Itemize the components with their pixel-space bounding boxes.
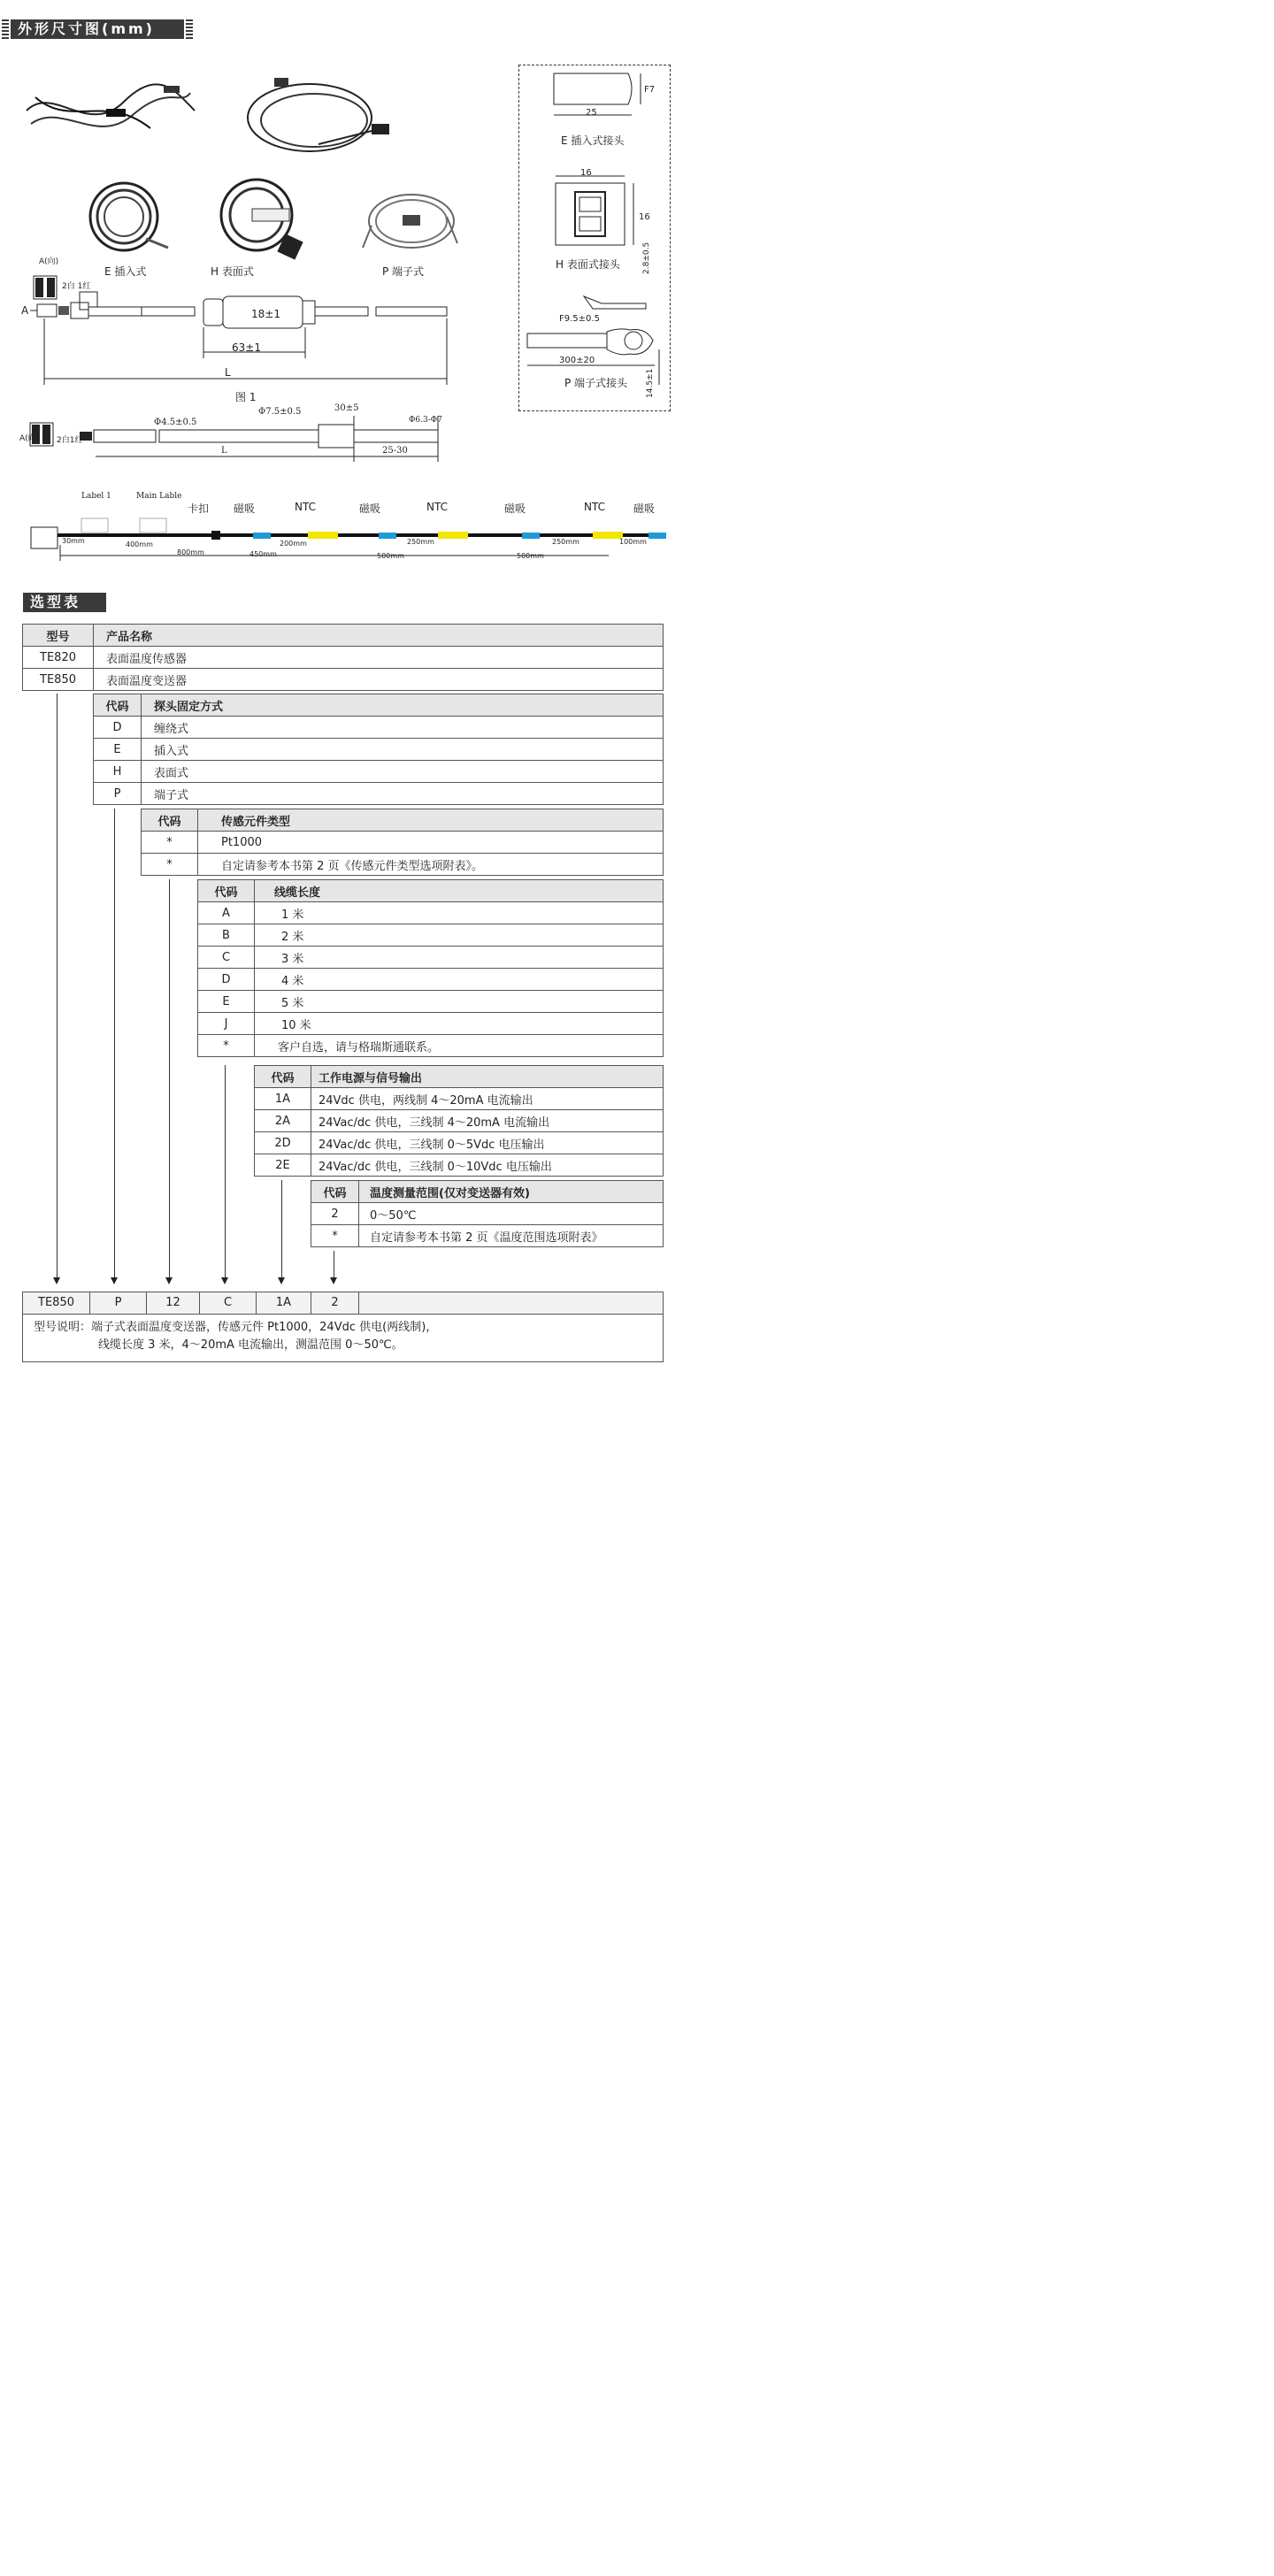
cable-photo-1 <box>18 75 203 155</box>
fig2-dim-l: L <box>221 446 227 456</box>
t4-header-name: 线缆长度 <box>255 880 664 902</box>
t2-header-code: 代码 <box>94 694 142 717</box>
t6-row-name: 自定请参考本书第 2 页《温度范围选项附表》 <box>359 1225 664 1247</box>
fig3-dim-800: 800mm <box>177 548 204 556</box>
t3-row-name: 自定请参考本书第 2 页《传感元件类型选项附表》。 <box>198 854 664 876</box>
fig3-dim-100: 100mm <box>619 538 647 546</box>
t4-row-name: 5 米 <box>255 991 664 1013</box>
fig3-label-magnet-3: 磁吸 <box>504 502 526 515</box>
t5-header-name: 工作电源与信号输出 <box>311 1066 664 1088</box>
t6-row-code: 2 <box>311 1203 359 1225</box>
t2-row-name: 缠绕式 <box>142 717 664 739</box>
t1-row-code: TE850 <box>23 669 94 691</box>
t4-row-code: B <box>198 924 255 947</box>
link-line-sensor <box>169 879 170 1277</box>
code-cell-mount: P <box>90 1292 147 1314</box>
t6-header-name: 温度测量范围(仅对变送器有效) <box>359 1181 664 1203</box>
t3-row-code: * <box>142 832 198 854</box>
t3-header-name: 传感元件类型 <box>198 809 664 832</box>
t2-header-name: 探头固定方式 <box>142 694 664 717</box>
fig1-dim-total: L <box>225 366 231 379</box>
t1-row-name: 表面温度变送器 <box>94 669 664 691</box>
fig3-dim-250a: 250mm <box>407 538 434 546</box>
t4-row-name: 4 米 <box>255 969 664 991</box>
fig3-label-1: Label 1 <box>81 492 111 501</box>
t4-row-name: 3 米 <box>255 947 664 969</box>
t1-row-code: TE820 <box>23 647 94 669</box>
selection-section-title <box>23 593 106 612</box>
t2-row-code: E <box>94 739 142 761</box>
explanation-line-2: 线缆长度 3 米，4～20mA 电流输出，测温范围 0～50℃。 <box>98 1338 403 1352</box>
fig1-label-a-dir: A(向) <box>39 257 59 266</box>
photo-caption-p: P 端子式 <box>382 265 425 278</box>
t6-row-name: 0～50℃ <box>359 1203 664 1225</box>
fig2-dim-phi2: Φ7.5±0.5 <box>258 407 302 417</box>
connector-h-drawing <box>549 172 646 252</box>
t3-row-code: * <box>142 854 198 876</box>
connector-e-drawing <box>531 69 664 122</box>
t5-header-code: 代码 <box>255 1066 311 1088</box>
conn-h-dim-16b: 16 <box>639 212 650 222</box>
t4-header-code: 代码 <box>198 880 255 902</box>
fig3-dim-250b: 250mm <box>552 538 579 546</box>
t5-row-code: 2D <box>255 1132 311 1154</box>
arrow-mount <box>111 1277 118 1284</box>
t4-row-code: J <box>198 1013 255 1035</box>
t5-row-code: 1A <box>255 1088 311 1110</box>
arrow-power <box>278 1277 285 1284</box>
fig1-dim-length: 63±1 <box>232 341 261 354</box>
fig2-dim-phi1: Φ4.5±0.5 <box>154 418 197 427</box>
fig3-dim-450: 450mm <box>249 550 277 558</box>
t5-row-code: 2E <box>255 1154 311 1177</box>
table-model <box>22 624 664 691</box>
figure-3-diagram <box>27 495 672 566</box>
fig3-label-main: Main Lable <box>136 492 182 501</box>
conn-e-caption: E 插入式接头 <box>561 134 625 147</box>
fig3-label-ntc-3: NTC <box>584 501 605 513</box>
figure-1-diagram <box>18 248 460 389</box>
code-cell-model: TE850 <box>23 1292 90 1314</box>
conn-h-caption: H 表面式接头 <box>556 258 620 271</box>
fig3-label-clip: 卡扣 <box>188 502 210 515</box>
fig3-label-magnet-4: 磁吸 <box>633 502 656 515</box>
probe-e-photo <box>84 177 173 257</box>
t4-row-name: 2 米 <box>255 924 664 947</box>
figure-2-diagram <box>18 407 460 469</box>
dimension-title-text: 外形尺寸图(mm) <box>18 20 155 37</box>
t4-row-name: 10 米 <box>255 1013 664 1035</box>
t3-header-code: 代码 <box>142 809 198 832</box>
t6-row-code: * <box>311 1225 359 1247</box>
fig3-dim-200: 200mm <box>280 540 307 548</box>
fig1-pin-label: 2白 1红 <box>62 282 91 291</box>
table-power-output <box>254 1065 664 1177</box>
code-cell-sensor: 12 <box>147 1292 200 1314</box>
t5-row-code: 2A <box>255 1110 311 1132</box>
table-probe-mount <box>93 694 664 805</box>
t4-row-code: C <box>198 947 255 969</box>
t2-row-code: H <box>94 761 142 783</box>
explanation-line-1: 型号说明：端子式表面温度变送器，传感元件 Pt1000，24Vdc 供电(两线制)， <box>34 1321 438 1334</box>
conn-h-dim-16a: 16 <box>580 168 592 178</box>
link-line-mount <box>114 809 115 1277</box>
t2-row-code: D <box>94 717 142 739</box>
fig3-dim-500a: 500mm <box>377 552 404 560</box>
link-line-power <box>281 1180 282 1277</box>
fig1-caption: 图 1 <box>235 391 257 403</box>
fig3-dim-30: 30mm <box>62 537 85 545</box>
arrow-model <box>53 1277 60 1284</box>
fig1-label-a: A <box>21 304 29 317</box>
t4-row-code: * <box>198 1035 255 1057</box>
photo-caption-e: E 插入式 <box>104 265 147 278</box>
dimension-section-title <box>11 19 184 39</box>
arrow-length <box>221 1277 228 1284</box>
t5-row-name: 24Vac/dc 供电，三线制 0～10Vdc 电压输出 <box>311 1154 664 1177</box>
fig3-dim-400: 400mm <box>126 540 153 548</box>
link-line-model <box>57 694 58 1277</box>
fig2-label-a-dir: A(向) <box>19 434 40 443</box>
t4-row-code: D <box>198 969 255 991</box>
t1-header-code: 型号 <box>23 625 94 647</box>
t2-row-name: 表面式 <box>142 761 664 783</box>
arrow-range <box>330 1277 337 1284</box>
conn-p-dim-145: 14.5±1 <box>646 368 655 398</box>
t3-row-name: Pt1000 <box>198 832 664 854</box>
t6-header-code: 代码 <box>311 1181 359 1203</box>
conn-e-dim-25: 25 <box>586 108 597 118</box>
cable-photo-2 <box>239 69 398 166</box>
fig2-pin-label: 2白1红 <box>57 436 83 445</box>
code-cell-power: 1A <box>257 1292 311 1314</box>
t4-row-code: A <box>198 902 255 924</box>
fig3-label-magnet-1: 磁吸 <box>234 502 256 515</box>
t2-row-name: 插入式 <box>142 739 664 761</box>
fig3-label-ntc-1: NTC <box>295 501 316 513</box>
fig2-dim-25-30: 25-30 <box>382 446 408 456</box>
table-sensor-type <box>141 809 664 876</box>
conn-p-dim-300: 300±20 <box>559 356 595 365</box>
arrow-sensor <box>165 1277 173 1284</box>
t1-row-name: 表面温度传感器 <box>94 647 664 669</box>
conn-p-dim-f95: F9.5±0.5 <box>559 314 600 324</box>
photo-caption-h: H 表面式 <box>211 265 254 278</box>
fig3-label-magnet-2: 磁吸 <box>359 502 381 515</box>
conn-p-caption: P 端子式接头 <box>564 377 628 389</box>
fig1-dim-diameter: 18±1 <box>251 308 280 320</box>
model-code-row <box>23 1292 663 1315</box>
t2-row-code: P <box>94 783 142 805</box>
t4-row-code: E <box>198 991 255 1013</box>
conn-e-dim-f7: F7 <box>644 85 656 95</box>
conn-p-dim-28: 2.8±0.5 <box>642 242 651 274</box>
code-cell-length: C <box>200 1292 257 1314</box>
link-line-length <box>225 1065 226 1277</box>
t5-row-name: 24Vac/dc 供电，三线制 4～20mA 电流输出 <box>311 1110 664 1132</box>
t1-header-name: 产品名称 <box>94 625 664 647</box>
model-explanation <box>34 1319 437 1354</box>
t4-row-name: 1 米 <box>255 902 664 924</box>
t5-row-name: 24Vac/dc 供电，三线制 0～5Vdc 电压输出 <box>311 1132 664 1154</box>
table-cable-length <box>197 879 664 1057</box>
t2-row-name: 端子式 <box>142 783 664 805</box>
code-cell-range: 2 <box>311 1292 359 1314</box>
selection-title-text: 选型表 <box>30 594 81 610</box>
fig3-dim-500b: 500mm <box>517 552 544 560</box>
table-temp-range <box>311 1180 664 1247</box>
t5-row-name: 24Vdc 供电，两线制 4～20mA 电流输出 <box>311 1088 664 1110</box>
fig2-dim-30: 30±5 <box>334 403 359 413</box>
t4-row-name: 客户自选，请与格瑞斯通联系。 <box>255 1035 664 1057</box>
model-example-box <box>22 1292 664 1362</box>
fig2-dim-phi3: Φ6.3-Φ7 <box>409 416 442 425</box>
fig3-label-ntc-2: NTC <box>426 501 448 513</box>
